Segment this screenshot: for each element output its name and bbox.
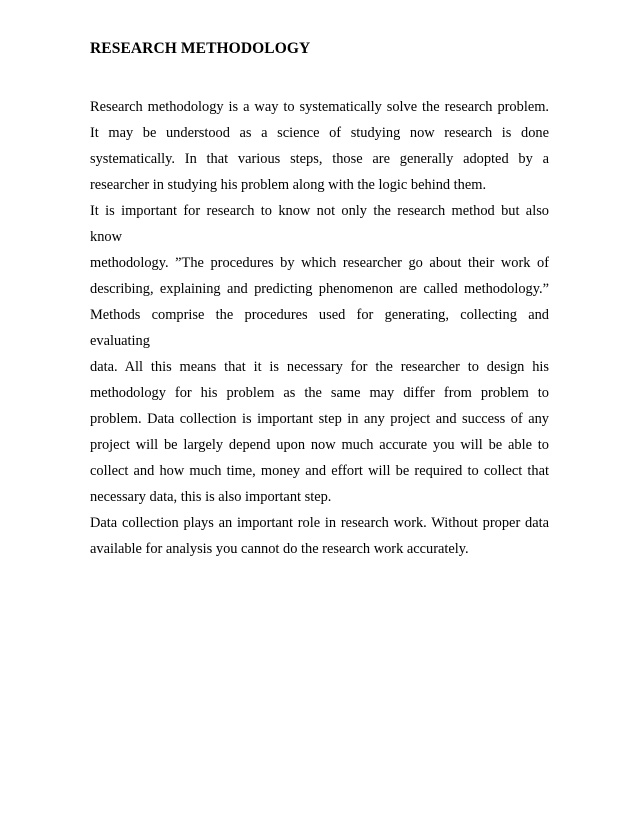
body-line: evaluating [90,333,150,349]
body-line: methodology. ”The procedures by which researcher go about their work of [90,255,549,271]
body-line: researcher in studying his problem along with the logic behind them. [90,177,487,193]
body-line: know [90,229,122,245]
body-line: necessary data, this is also important step. [90,489,332,505]
body-line: Methods comprise the procedures used for generating, collecting and [90,307,549,323]
body-line: methodology for his problem as the same may differ from problem to [90,385,549,401]
body-line: It may be understood as a science of studying now research is done [90,125,549,141]
body-line: project will be largely depend upon now much accurate you will be able to [90,437,549,453]
body-line: Data collection plays an important role in research work. Without proper data [90,515,549,531]
body-line: It is important for research to know not only the research method but also [90,203,549,219]
body-line: describing, explaining and predicting phenomenon are called methodology.” [90,281,549,297]
page-title: RESEARCH METHODOLOGY [90,40,311,57]
body-line: systematically. In that various steps, those are generally adopted by a [90,151,549,167]
body-line: data. All this means that it is necessary for the researcher to design his [90,359,549,375]
body-line: Research methodology is a way to systematically solve the research problem. [90,99,549,115]
body-line: available for analysis you cannot do the research work accurately. [90,541,469,557]
body-line: problem. Data collection is important step in any project and success of any [90,411,549,427]
body-line: collect and how much time, money and effort will be required to collect that [90,463,549,479]
